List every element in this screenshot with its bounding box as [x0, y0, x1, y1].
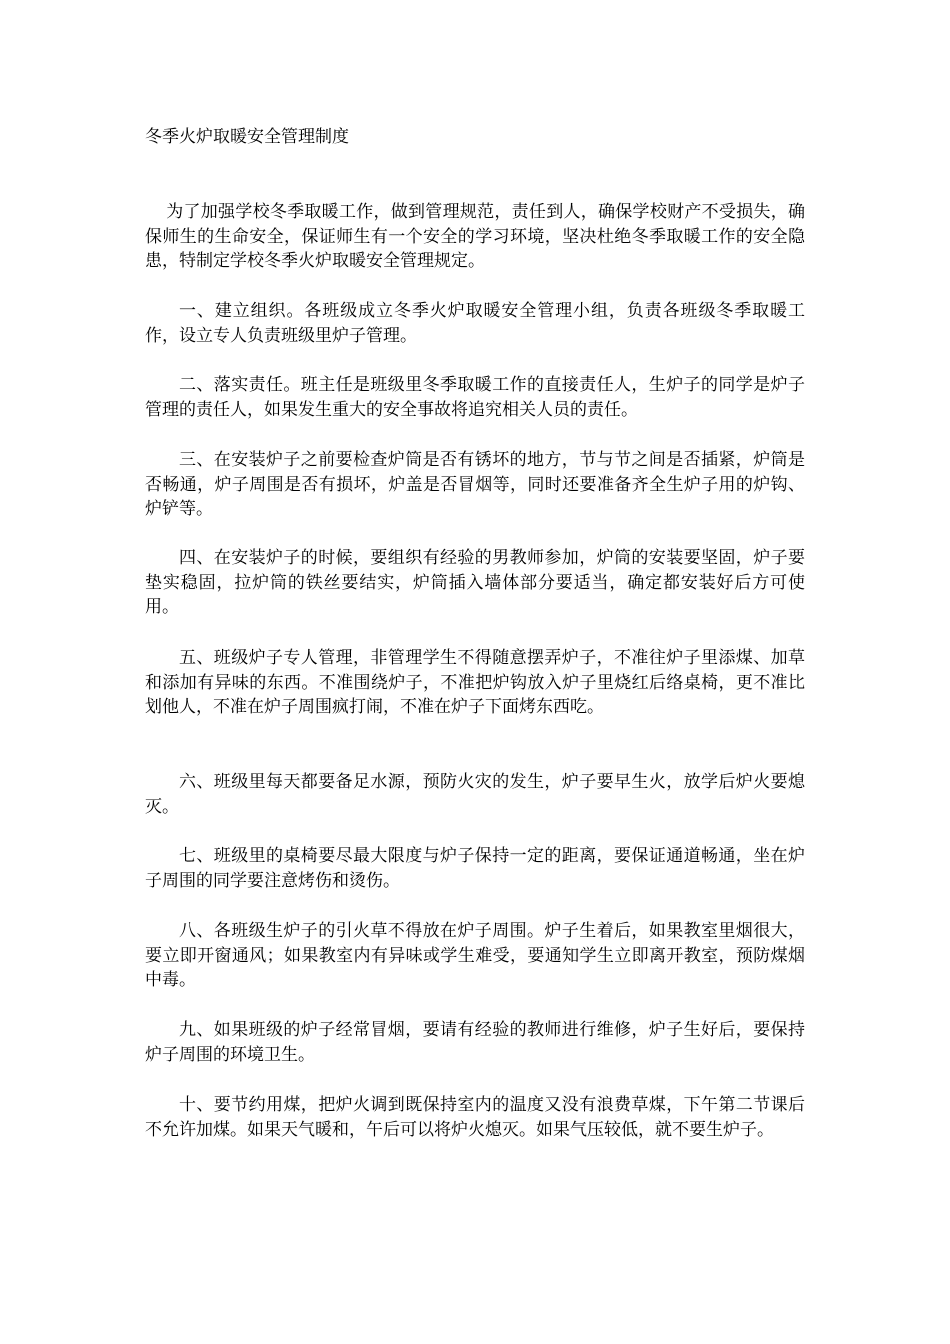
rule-paragraph-9: 九、如果班级的炉子经常冒烟，要请有经验的教师进行维修，炉子生好后，要保持炉子周围的环境卫生。 [145, 1020, 805, 1065]
rule-paragraph-4: 四、在安装炉子的时候，要组织有经验的男教师参加，炉筒的安装要坚固，炉子要垫实稳固，拉炉筒的铁丝要结实，炉筒插入墙体部分要适当，确定都安装好后方可使用。 [145, 548, 805, 617]
rule-paragraph-3: 三、在安装炉子之前要检查炉筒是否有锈坏的地方，节与节之间是否插紧，炉筒是否畅通，炉子周围是否有损坏，炉盖是否冒烟等，同时还要准备齐全生炉子用的炉钩、炉铲等。 [145, 450, 805, 519]
rule-paragraph-7: 七、班级里的桌椅要尽最大限度与炉子保持一定的距离，要保证通道畅通，坐在炉子周围的同学要注意烤伤和烫伤。 [145, 846, 805, 891]
rule-paragraph-6: 六、班级里每天都要备足水源，预防火灾的发生，炉子要早生火，放学后炉火要熄灭。 [145, 772, 805, 817]
rule-paragraph-8: 八、各班级生炉子的引火草不得放在炉子周围。炉子生着后，如果教室里烟很大，要立即开窗通风；如果教室内有异味或学生难受，要通知学生立即离开教室，预防煤烟中毒。 [145, 921, 805, 990]
rule-paragraph-5: 五、班级炉子专人管理，非管理学生不得随意摆弄炉子，不准往炉子里添煤、加草和添加有异味的东西。不准围绕炉子，不准把炉钩放入炉子里烧红后络桌椅，更不准比划他人，不准在炉子周围疯打闹，不准在炉子下面烤东西吃。 [145, 648, 805, 717]
rule-paragraph-2: 二、落实责任。班主任是班级里冬季取暖工作的直接责任人，生炉子的同学是炉子管理的责任人，如果发生重大的安全事故将追究相关人员的责任。 [145, 375, 805, 420]
rule-paragraph-1: 一、建立组织。各班级成立冬季火炉取暖安全管理小组，负责各班级冬季取暖工作，设立专人负责班级里炉子管理。 [145, 301, 805, 346]
intro-paragraph: 为了加强学校冬季取暖工作，做到管理规范，责任到人，确保学校财产不受损失，确保师生的生命安全，保证师生有一个安全的学习环境，坚决杜绝冬季取暖工作的安全隐患，特制定学校冬季火炉取暖安全管理规定。 [145, 202, 805, 271]
rule-paragraph-10: 十、要节约用煤，把炉火调到既保持室内的温度又没有浪费草煤，下午第二节课后不允许加煤。如果天气暖和，午后可以将炉火熄灭。如果气压较低，就不要生炉子。 [145, 1095, 805, 1140]
document-title: 冬季火炉取暖安全管理制度 [145, 127, 349, 147]
